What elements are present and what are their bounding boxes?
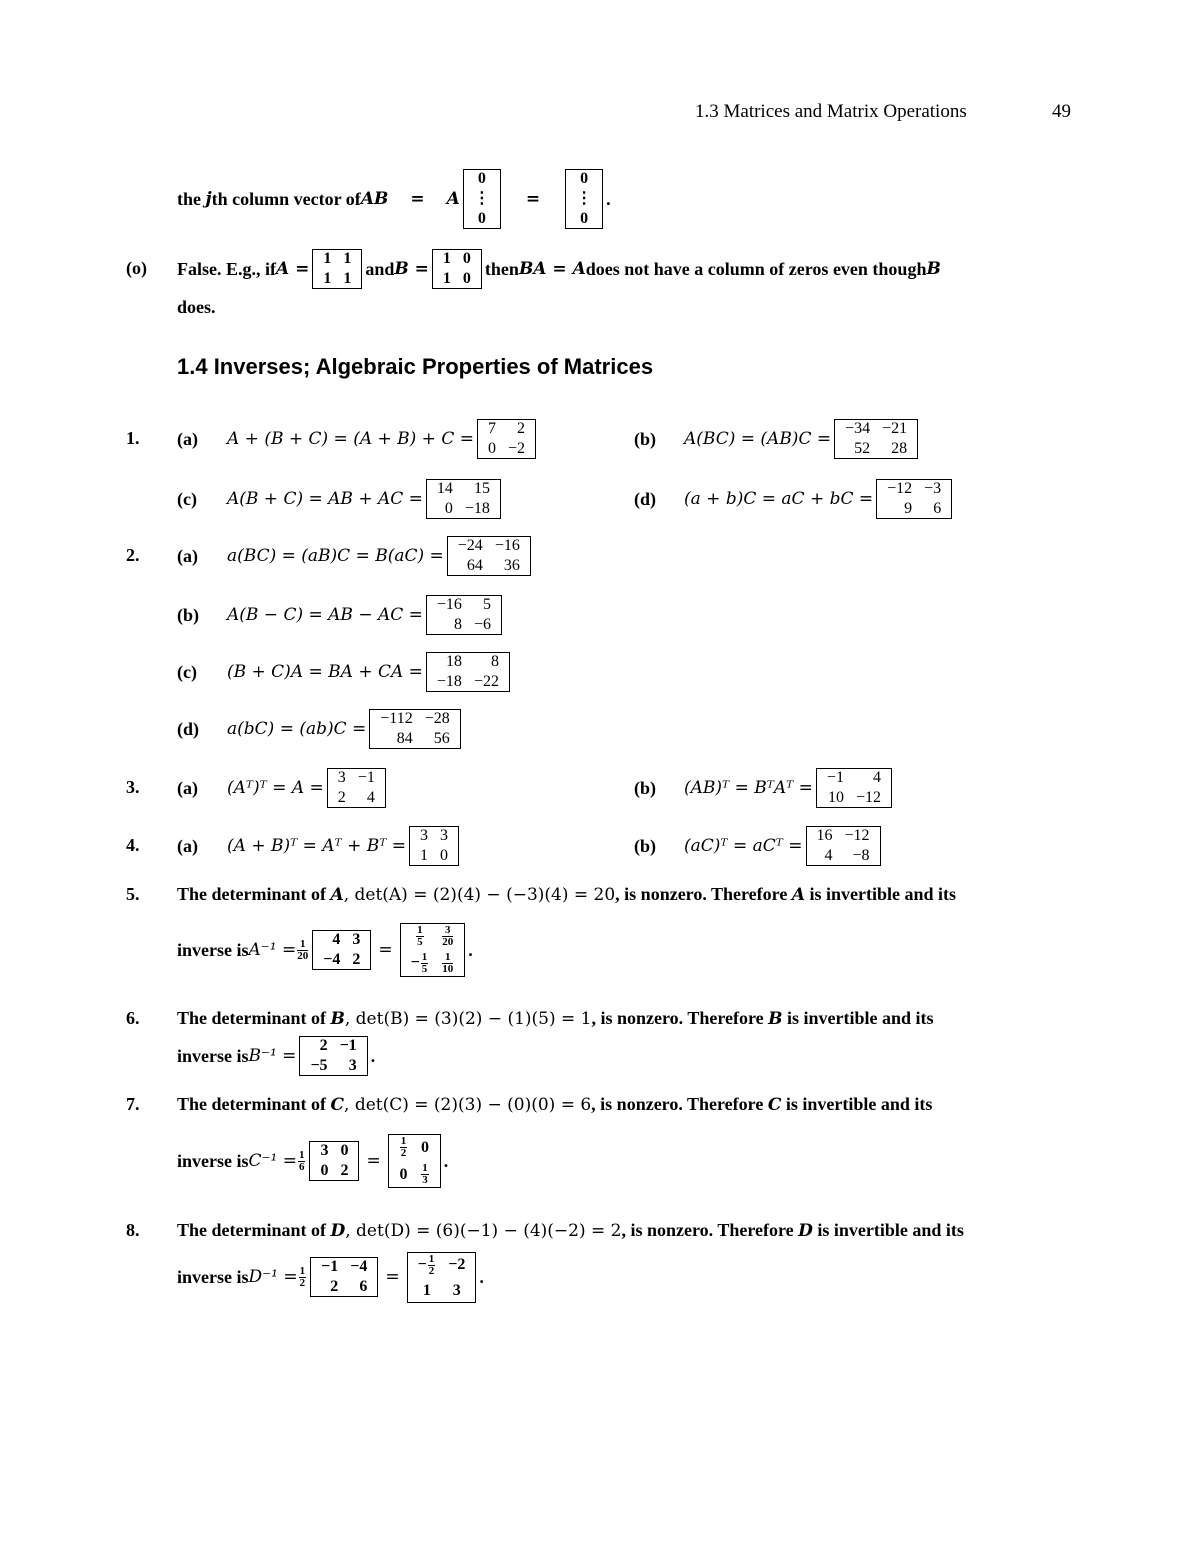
running-header-title: 1.3 Matrices and Matrix Operations: [695, 101, 967, 122]
expr: A =: [276, 259, 310, 279]
matrix: −34 −21 52 28: [834, 419, 918, 459]
scalar-fraction: $\frac{1}{20}$: [297, 937, 309, 962]
text: is invertible and its: [812, 1220, 964, 1240]
problem-number: 7.: [126, 1094, 140, 1114]
result-matrix: − $\frac{1}{2}$ −2 1 3: [407, 1252, 477, 1303]
expr: a(bC) = (ab)C =: [227, 719, 367, 739]
matrix: 7 2 0 −2: [477, 419, 536, 459]
page-number: 49: [1052, 101, 1071, 122]
matrix: −112 −28 84 56: [369, 709, 460, 749]
p1d: [634, 478, 955, 520]
matrix: −12 −3 9 6: [876, 479, 952, 519]
period: .: [370, 1045, 376, 1066]
matrix-A: 1 1 1 1: [312, 249, 362, 289]
part-label: (b): [177, 604, 199, 625]
problem-number: 3.: [126, 777, 140, 797]
result-matrix: $\frac{1}{5}$ $\frac{3}{20}$ − $\frac{1}{5}$ $\frac{1}{10}$: [400, 923, 466, 977]
zero-column-vector: 0 ⋮ 0: [463, 169, 501, 229]
var: C: [330, 1095, 345, 1115]
text: is invertible and its: [781, 1094, 933, 1114]
matrix: −24 −16 64 36: [447, 536, 531, 576]
p8-line1: [177, 1220, 964, 1241]
expr: (aC)ᵀ = aCᵀ =: [684, 836, 803, 856]
equals: =: [525, 189, 541, 209]
expr: (Aᵀ)ᵀ = A =: [227, 778, 324, 798]
text: , is nonzero. Therefore: [591, 1008, 769, 1028]
problem-number: 8.: [126, 1220, 140, 1240]
part-label: (a): [177, 777, 198, 798]
expr: B⁻¹ =: [248, 1046, 297, 1066]
equals: =: [366, 1151, 381, 1171]
text: then: [484, 258, 519, 279]
var-AB: AB: [360, 189, 389, 209]
p7-line1: [177, 1094, 932, 1115]
p4b: [634, 825, 884, 867]
p1c: [177, 478, 504, 520]
item-o-text: [177, 248, 941, 290]
p3a: [177, 767, 389, 809]
text: does not have a column of zeros even though: [585, 258, 927, 279]
section-heading: 1.4 Inverses; Algebraic Properties of Matrices: [177, 354, 654, 379]
equals: =: [410, 189, 425, 209]
matrix-B: 1 0 1 0: [432, 249, 482, 289]
part-label: (a): [177, 545, 198, 566]
part-label: (a): [177, 428, 198, 449]
expr: (A + B)ᵀ = Aᵀ + Bᵀ =: [227, 836, 407, 856]
expr: BA = A: [518, 259, 586, 279]
matrix: 3 0 0 2: [309, 1141, 359, 1181]
p7-inverse: [177, 1122, 448, 1200]
p2d: [177, 708, 464, 750]
column-vector-statement: [177, 166, 611, 232]
text: inverse is: [177, 1266, 249, 1287]
matrix: 4 3 −4 2: [312, 930, 371, 970]
expr: , det(B) = (3)(2) − (1)(5) = 1: [344, 1009, 592, 1029]
problem-number: 1.: [126, 428, 140, 448]
p2b: [177, 594, 505, 636]
expr: D⁻¹ =: [248, 1267, 298, 1287]
problem-number: 4.: [126, 835, 140, 855]
text: , is nonzero. Therefore: [591, 1094, 768, 1114]
expr: A(BC) = (AB)C =: [684, 429, 832, 449]
p1b: [634, 418, 921, 460]
period: .: [468, 939, 473, 960]
problem-number: 5.: [126, 884, 140, 904]
text: inverse is: [177, 1150, 249, 1171]
part-label: (d): [177, 718, 199, 739]
matrix: 3 3 1 0: [409, 826, 459, 866]
problem-number: 6.: [126, 1008, 140, 1028]
text: , is nonzero. Therefore: [615, 884, 792, 904]
p5-inverse: [177, 910, 473, 990]
expr: A + (B + C) = (A + B) + C =: [227, 429, 474, 449]
result-matrix: $\frac{1}{2}$ 0 0 $\frac{1}{3}$: [388, 1134, 441, 1188]
text: the: [177, 188, 201, 209]
text: inverse is: [177, 1045, 249, 1066]
p3b: [634, 767, 895, 809]
expr: B =: [394, 259, 429, 279]
var: A: [791, 885, 806, 905]
matrix: 3 −1 2 4: [327, 768, 386, 808]
var: D: [798, 1221, 813, 1241]
text: is invertible and its: [805, 884, 957, 904]
matrix: 2 −1 −5 3: [299, 1036, 367, 1076]
text: The determinant of: [177, 1008, 331, 1028]
part-label: (b): [634, 428, 656, 449]
matrix: −16 5 8 −6: [426, 595, 502, 635]
problem-number: 2.: [126, 545, 140, 565]
var: B: [768, 1009, 783, 1029]
expr: , det(D) = (6)(−1) − (4)(−2) = 2: [345, 1221, 622, 1241]
text: , is nonzero. Therefore: [621, 1220, 799, 1240]
expr: a(BC) = (aB)C = B(aC) =: [227, 546, 444, 566]
item-o-label: (o): [126, 258, 147, 278]
matrix: −1 4 10 −12: [816, 768, 892, 808]
var: A: [330, 885, 344, 905]
matrix: −1 −4 2 6: [310, 1257, 378, 1297]
matrix: 18 8 −18 −22: [426, 652, 510, 692]
text: is invertible and its: [782, 1008, 934, 1028]
var-B: B: [926, 259, 941, 279]
part-label: (b): [634, 835, 656, 856]
matrix: 16 −12 4 −8: [806, 826, 881, 866]
part-label: (b): [634, 777, 656, 798]
zero-column-vector: 0 ⋮ 0: [565, 169, 603, 229]
scalar-fraction: $\frac{1}{6}$: [298, 1148, 305, 1173]
expr: , det(A) = (2)(4) − (−3)(4) = 20: [343, 885, 616, 905]
expr: (a + b)C = aC + bC =: [684, 489, 874, 509]
text: th column vector of: [211, 188, 361, 209]
expr: (AB)ᵀ = BᵀAᵀ =: [684, 778, 813, 798]
p5-line1: [177, 884, 956, 905]
text: False. E.g., if: [177, 258, 276, 279]
p8-inverse: [177, 1246, 484, 1308]
expr: (B + C)A = BA + CA =: [227, 662, 423, 682]
equals: =: [378, 940, 393, 960]
p4a: [177, 825, 462, 867]
item-o-line2: does.: [177, 297, 216, 317]
equals: =: [385, 1267, 400, 1287]
period: .: [479, 1266, 484, 1287]
var-j: j: [205, 189, 212, 209]
part-label: (c): [177, 488, 197, 509]
part-label: (c): [177, 661, 197, 682]
var-A: A: [446, 189, 460, 209]
text: and: [365, 258, 395, 279]
scalar-fraction: $\frac{1}{2}$: [299, 1264, 306, 1289]
text: The determinant of: [177, 1094, 331, 1114]
part-label: (a): [177, 835, 198, 856]
expr: C⁻¹ =: [248, 1151, 297, 1171]
p2a: [177, 535, 534, 577]
var: D: [330, 1221, 346, 1241]
p6-line1: [177, 1008, 934, 1029]
period: .: [443, 1150, 449, 1171]
var: B: [330, 1009, 345, 1029]
text: The determinant of: [177, 1220, 331, 1240]
part-label: (d): [634, 488, 656, 509]
p2c: [177, 651, 513, 693]
matrix: 14 15 0 −18: [426, 479, 501, 519]
expr: A⁻¹ =: [248, 940, 297, 960]
p6-inverse: [177, 1035, 375, 1077]
text: The determinant of: [177, 884, 331, 904]
expr: A(B + C) = AB + AC =: [227, 489, 423, 509]
period: .: [606, 188, 611, 209]
expr: A(B − C) = AB − AC =: [227, 605, 423, 625]
text: inverse is: [177, 939, 249, 960]
p1a: [177, 418, 539, 460]
expr: , det(C) = (2)(3) − (0)(0) = 6: [344, 1095, 592, 1115]
var: C: [767, 1095, 782, 1115]
